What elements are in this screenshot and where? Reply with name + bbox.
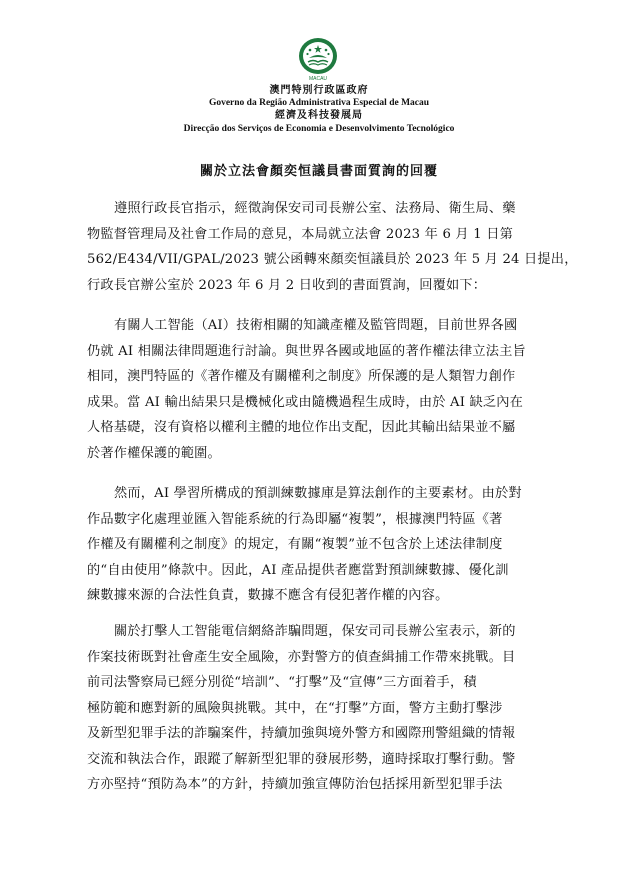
text-line: 練數據來源的合法性負責，數據不應含有侵犯著作權的內容。 <box>87 588 449 603</box>
text-line: 562/E434/VII/GPAL/2023 號公函轉來顏奕恒議員於 2023 年 5 月 24 日提出， <box>87 252 578 267</box>
text-line: 方亦堅持“預防為本”的方針，持續加強宣傳防治包括採用新型犯罪手法 <box>87 777 503 792</box>
text-line: 交流和執法合作，跟蹤了解新型犯罪的發展形勢，適時採取打擊行動。警 <box>87 751 516 767</box>
text-line: 行政長官辦公室於 2023 年 6 月 2 日收到的書面質詢，回覆如下： <box>87 277 487 293</box>
text-line: 的“自由使用”條款中。因此，AI 產品提供者應當對預訓練數據、優化訓 <box>87 562 509 578</box>
paragraph-1 <box>87 196 583 298</box>
text-line: 及新型犯罪手法的詐騙案件，持續加強與境外警方和國際刑警組織的情報 <box>87 726 516 741</box>
macau-emblem-icon <box>290 36 346 82</box>
paragraph-2 <box>87 313 583 466</box>
paragraph-4 <box>87 619 583 798</box>
bureau-name-portuguese: Direcção dos Serviços de Economia e Desenvolvimento Tecnológico <box>183 124 455 134</box>
text-line: 作案技術既對社會產生安全風險，亦對警方的偵查緝捕工作帶來挑戰。目 <box>87 649 516 665</box>
text-line: 成果。當 AI 輸出結果只是機械化或由隨機過程生成時，由於 AI 缺乏內在 <box>87 394 524 410</box>
government-name-chinese: 澳門特別行政區政府 <box>269 85 369 96</box>
text-line: 前司法警察局已經分別從“培訓”、“打擊”及“宣傳”三方面着手，積 <box>87 675 477 690</box>
government-name-portuguese: Governo da Região Administrativa Especial de Macau <box>208 98 430 108</box>
paragraph-3 <box>87 481 583 609</box>
text-line: 物監督管理局及社會工作局的意見，本局就立法會 2023 年 6 月 1 日第 <box>87 226 513 242</box>
text-line: 作權及有關權利之制度》的規定，有關“複製”並不包含於上述法律制度 <box>87 537 503 552</box>
document-title: 關於立法會顏奕恒議員書面質詢的回覆 <box>199 164 438 179</box>
text-line: 作品數字化處理並匯入智能系統的行為即屬“複製”，根據澳門特區《著 <box>87 511 503 527</box>
text-line: 於著作權保護的範圍。 <box>87 445 221 461</box>
text-line: 仍就 AI 相關法律問題進行討論。與世界各國或地區的著作權法律立法主旨 <box>87 343 526 359</box>
text-line: 人格基礎，沒有資格以權利主體的地位作出支配，因此其輸出結果並不屬 <box>87 420 516 435</box>
text-line: 關於打擊人工智能電信網絡詐騙問題，保安司司長辦公室表示，新的 <box>114 624 516 639</box>
text-line: 相同，澳門特區的《著作權及有關權利之制度》所保護的是人類智力創作 <box>87 369 516 384</box>
text-line: 有關人工智能（AI）技術相關的知識產權及監管問題，目前世界各國 <box>114 318 518 333</box>
text-line: 極防範和應對新的風險與挑戰。其中，在“打擊”方面，警方主動打擊涉 <box>87 700 503 716</box>
bureau-name-chinese: 經濟及科技發展局 <box>275 110 363 121</box>
text-line: 然而，AI 學習所構成的預訓練數據庫是算法創作的主要素材。由於對 <box>114 486 522 501</box>
text-line: 遵照行政長官指示，經徵詢保安司司長辦公室、法務局、衛生局、藥 <box>114 201 516 216</box>
emblem-text: MACAU <box>308 76 328 82</box>
